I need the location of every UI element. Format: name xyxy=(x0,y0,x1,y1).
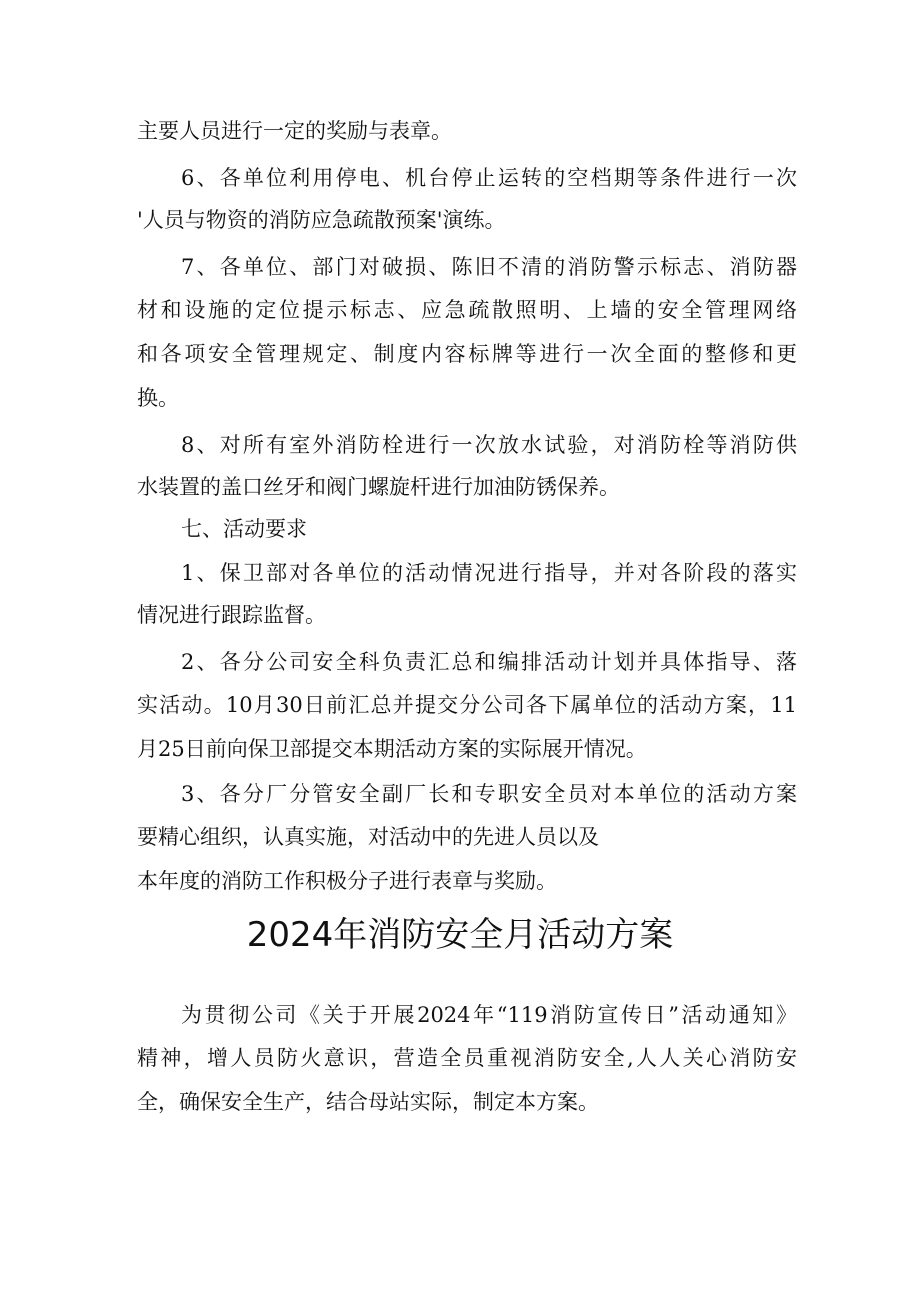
document-title: 2024年消防安全月活动方案 xyxy=(246,915,674,955)
text-line: 主要人员进行一定的奖励与表章。 xyxy=(137,119,452,143)
text-line: 月25日前向保卫部提交本期活动方案的实际展开情况。 xyxy=(137,737,647,761)
text-line: 和各项安全管理规定、制度内容标牌等进行一次全面的整修和更 xyxy=(137,342,797,366)
text-line: 情况进行跟踪监督。 xyxy=(137,603,326,627)
intro-line: 精神，增人员防火意识，营造全员重视消防安全,人人关心消防安 xyxy=(137,1046,797,1070)
text-line: 实活动。10月30日前汇总并提交分公司各下属单位的活动方案，11 xyxy=(137,693,797,717)
text-line: 8、对所有室外消防栓进行一次放水试验，对消防栓等消防供 xyxy=(181,433,797,457)
text-line: 3、各分厂分管安全副厂长和专职安全员对本单位的活动方案 xyxy=(181,782,797,806)
section-heading: 七、活动要求 xyxy=(181,517,307,541)
intro-line: 为贯彻公司《关于开展2024年“119消防宣传日”活动通知》 xyxy=(181,1003,797,1027)
text-line: 材和设施的定位提示标志、应急疏散照明、上墙的安全管理网络 xyxy=(137,298,797,322)
text-line: 水装置的盖口丝牙和阀门螺旋杆进行加油防锈保养。 xyxy=(137,475,620,499)
intro-line: 全，确保安全生产，结合母站实际，制定本方案。 xyxy=(137,1090,599,1114)
text-line: 本年度的消防工作积极分子进行表章与奖励。 xyxy=(137,869,557,893)
text-line: 6、各单位利用停电、机台停止运转的空档期等条件进行一次 xyxy=(181,166,797,190)
text-line: '人员与物资的消防应急疏散预案'演练。 xyxy=(137,208,506,232)
text-line: 1、保卫部对各单位的活动情况进行指导，并对各阶段的落实 xyxy=(181,561,797,585)
text-line: 换。 xyxy=(137,386,179,410)
text-line: 要精心组织，认真实施，对活动中的先进人员以及 xyxy=(137,825,599,849)
text-line: 2、各分公司安全科负责汇总和编排活动计划并具体指导、落 xyxy=(181,650,797,674)
text-line: 7、各单位、部门对破损、陈旧不清的消防警示标志、消防器 xyxy=(181,255,797,279)
